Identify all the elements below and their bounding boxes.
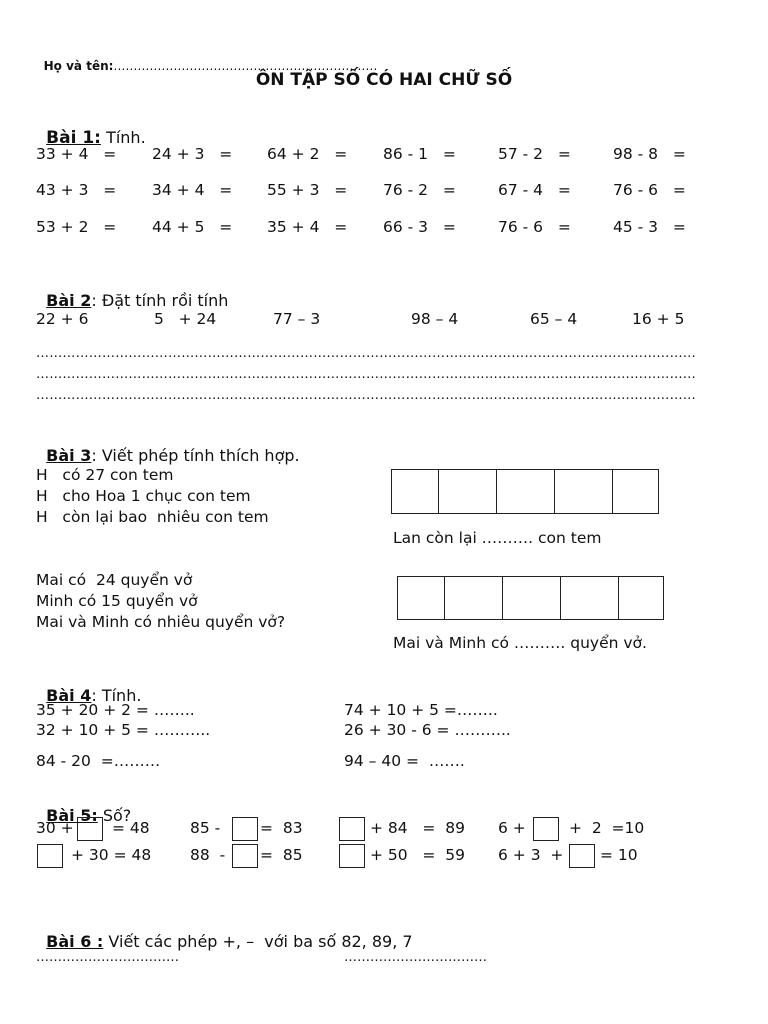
bai1-expr: 86 - 1 =	[383, 145, 456, 163]
bai4-item: 74 + 10 + 5 =……..	[344, 701, 498, 719]
bai6-answer-line-right: ……………………………	[344, 950, 487, 965]
number-input-box[interactable]	[77, 817, 103, 841]
bai1-label: Bài 1:	[46, 128, 101, 148]
bai1-expr: 34 + 4 =	[152, 181, 233, 199]
number-input-box[interactable]	[569, 844, 595, 868]
answer-cell[interactable]	[497, 470, 555, 513]
number-input-box[interactable]	[232, 817, 258, 841]
bai1-expr: 33 + 4 =	[36, 145, 117, 163]
bai1-expr: 67 - 4 =	[498, 181, 571, 199]
bai2-item: 22 + 6	[36, 310, 89, 328]
bai3-instruction: : Viết phép tính thích hợp.	[91, 446, 300, 465]
bai1-expr: 98 - 8 =	[613, 145, 686, 163]
bai1-expr: 43 + 3 =	[36, 181, 117, 199]
bai5-text: = 85	[260, 846, 303, 864]
bai6-heading	[36, 912, 413, 952]
bai2-item: 65 – 4	[530, 310, 578, 328]
answer-cell[interactable]	[445, 577, 503, 619]
bai1-expr: 66 - 3 =	[383, 218, 456, 236]
bai4-item: 84 - 20 =………	[36, 752, 161, 770]
bai2-item: 77 – 3	[273, 310, 321, 328]
bai1-expr: 53 + 2 =	[36, 218, 117, 236]
bai1-expr: 55 + 3 =	[267, 181, 348, 199]
bai1-expr: 57 - 2 =	[498, 145, 571, 163]
bai3-problem1-line: H cho Hoa 1 chục con tem	[36, 487, 251, 505]
bai2-instruction: : Đặt tính rồi tính	[91, 291, 229, 310]
answer-cell[interactable]	[619, 577, 663, 619]
name-label: Họ và tên:	[43, 59, 114, 73]
bai2-label: Bài 2	[46, 291, 92, 310]
bai5-text: 6 + 3 +	[498, 846, 564, 864]
bai2-answer-line: ……………………………………………………………………………………………………………………………………	[36, 367, 696, 382]
bai1-expr: 76 - 2 =	[383, 181, 456, 199]
bai2-item: 98 – 4	[411, 310, 459, 328]
bai2-item: 16 + 5	[632, 310, 685, 328]
answer-cell[interactable]	[398, 577, 445, 619]
answer-cell[interactable]	[392, 470, 439, 513]
bai2-answer-line: ……………………………………………………………………………………………………………………………………	[36, 346, 696, 361]
bai5-text: = 83	[260, 819, 303, 837]
bai5-text: 85 -	[190, 819, 221, 837]
bai5-text: = 10	[600, 846, 638, 864]
bai5-text: + 50 = 59	[370, 846, 465, 864]
bai5-label: Bài 5:	[46, 806, 98, 825]
bai5-text: 6 +	[498, 819, 526, 837]
bai3-answer1: Lan còn lại ………. con tem	[393, 529, 602, 547]
bai6-label: Bài 6 :	[46, 932, 104, 951]
bai3-label: Bài 3	[46, 446, 92, 465]
bai4-item: 35 + 20 + 2 = ……..	[36, 701, 195, 719]
number-input-box[interactable]	[37, 844, 63, 868]
answer-cell[interactable]	[555, 470, 613, 513]
bai4-item: 32 + 10 + 5 = ………..	[36, 721, 211, 739]
bai5-text: + 30 = 48	[71, 846, 152, 864]
page-title: ÔN TẬP SỐ CÓ HAI CHỮ SỐ	[255, 70, 513, 90]
bai4-item: 94 – 40 = …….	[344, 752, 465, 770]
bai3-problem2-line: Mai có 24 quyển vở	[36, 571, 193, 589]
answer-cell[interactable]	[503, 577, 561, 619]
bai3-problem2-line: Minh có 15 quyển vở	[36, 592, 198, 610]
bai4-label: Bài 4	[46, 686, 92, 705]
bai1-expr: 24 + 3 =	[152, 145, 233, 163]
bai3-problem1-line: H còn lại bao nhiêu con tem	[36, 508, 269, 526]
bai5-text: + 2 =10	[569, 819, 645, 837]
bai6-instruction: Viết các phép +, – với ba số 82, 89, 7	[103, 932, 413, 951]
bai1-instruction: Tính.	[100, 128, 146, 147]
bai3-problem1-line: H có 27 con tem	[36, 466, 174, 484]
bai1-expr: 35 + 4 =	[267, 218, 348, 236]
bai5-text: = 48	[112, 819, 150, 837]
bai1-expr: 76 - 6 =	[613, 181, 686, 199]
bai4-instruction: : Tính.	[91, 686, 142, 705]
answer-cell[interactable]	[613, 470, 658, 513]
bai2-heading	[36, 271, 228, 311]
number-input-box[interactable]	[339, 844, 365, 868]
bai4-item: 26 + 30 - 6 = ………..	[344, 721, 511, 739]
bai3-heading	[36, 426, 300, 466]
bai3-answer2: Mai và Minh có ………. quyển vở.	[393, 634, 647, 652]
bai6-answer-line-left: ……………………………	[36, 950, 179, 965]
bai5-text: 88 -	[190, 846, 226, 864]
bai2-answer-line: ……………………………………………………………………………………………………………………………………	[36, 388, 696, 403]
bai5-instruction: Số?	[97, 806, 132, 825]
answer-cell[interactable]	[439, 470, 497, 513]
bai3-answer-table-2[interactable]	[397, 576, 664, 620]
bai3-answer-table-1[interactable]	[391, 469, 659, 514]
number-input-box[interactable]	[339, 817, 365, 841]
name-dots: …………………………………………………………	[113, 59, 378, 73]
bai1-expr: 64 + 2 =	[267, 145, 348, 163]
bai1-expr: 44 + 5 =	[152, 218, 233, 236]
bai5-text: + 84 = 89	[370, 819, 465, 837]
bai2-item: 5 + 24	[154, 310, 217, 328]
number-input-box[interactable]	[232, 844, 258, 868]
number-input-box[interactable]	[533, 817, 559, 841]
answer-cell[interactable]	[561, 577, 619, 619]
bai1-expr: 45 - 3 =	[613, 218, 686, 236]
bai1-heading	[36, 108, 146, 148]
bai1-expr: 76 - 6 =	[498, 218, 571, 236]
bai3-problem2-line: Mai và Minh có nhiêu quyển vở?	[36, 613, 286, 631]
bai5-text: 30 +	[36, 819, 74, 837]
